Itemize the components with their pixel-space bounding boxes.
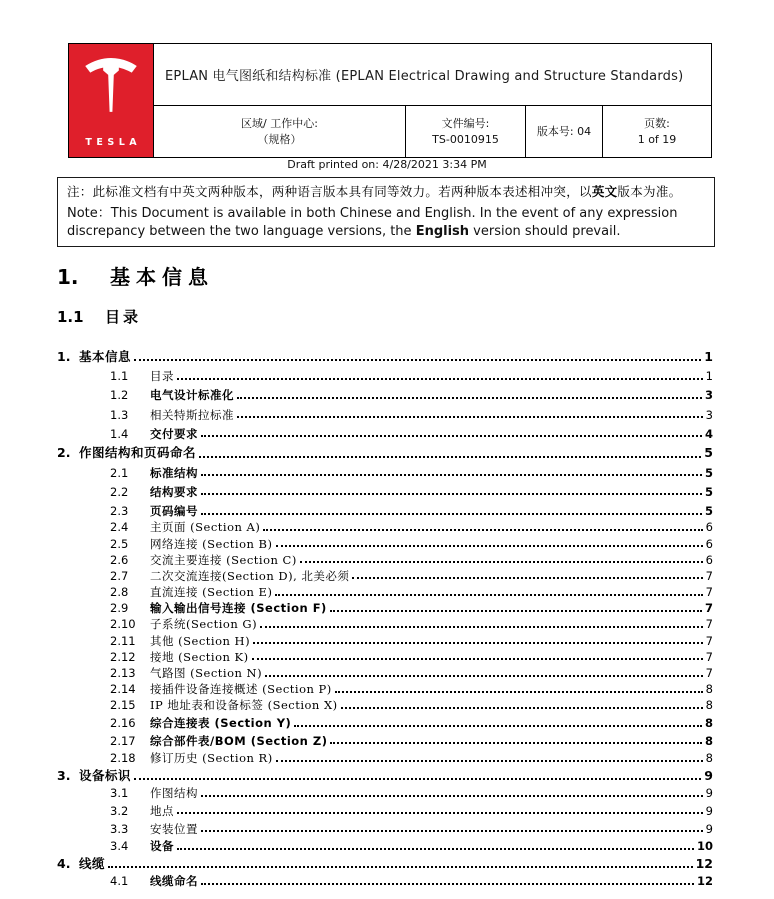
toc-entry[interactable] — [57, 631, 713, 647]
toc-dot-leader — [201, 830, 703, 832]
toc-entry-title: 线缆 — [79, 855, 106, 871]
toc-entry[interactable] — [57, 647, 713, 663]
toc-entry[interactable] — [57, 680, 713, 696]
toc-entry[interactable] — [57, 835, 713, 853]
toc-entry-page: 1 — [704, 348, 713, 364]
toc-dot-leader — [253, 642, 703, 644]
region-value: （规格） — [257, 132, 302, 146]
toc-entry-page: 12 — [696, 874, 713, 889]
toc-entry-number: 4.1 — [110, 874, 129, 889]
note-english — [67, 205, 705, 241]
note-cn-tail: 版本为准。 — [617, 184, 682, 199]
toc-entry-title: 综合连接表 (Section Y) — [150, 716, 292, 731]
toc-entry-number: 2.6 — [110, 552, 129, 567]
toc-dot-leader — [330, 610, 702, 612]
toc-dot-leader — [201, 474, 702, 476]
toc-dot-leader — [201, 493, 702, 495]
toc-entry[interactable] — [57, 344, 713, 363]
toc-entry-title: 接地 (Section K) — [150, 649, 249, 664]
language-note-box — [57, 177, 715, 247]
toc-dot-leader — [201, 513, 702, 515]
toc-entry-number: 2.15 — [110, 698, 136, 713]
toc-entry-title: 交付要求 — [150, 426, 198, 441]
toc-entry-page: 9 — [705, 821, 713, 836]
toc-entry-title: 接插件设备连接概述 (Section P) — [150, 682, 332, 697]
toc-entry-title: 电气设计标准化 — [150, 388, 234, 403]
toc-entry-page: 1 — [705, 369, 713, 384]
toc-entry-number: 3.2 — [110, 803, 129, 818]
toc-entry[interactable] — [57, 765, 713, 783]
toc-entry[interactable] — [57, 566, 713, 582]
header-right-block — [153, 44, 711, 157]
toc-entry-number: 1. — [57, 348, 71, 364]
toc-entry-number: 2.1 — [110, 465, 129, 480]
toc-entry-page: 8 — [705, 682, 713, 697]
toc-entry[interactable] — [57, 817, 713, 835]
toc-entry-title: 标准结构 — [150, 465, 198, 480]
document-title: EPLAN 电气图纸和结构标准 (EPLAN Electrical Drawing and Structure Standards) — [154, 44, 711, 106]
toc-entry[interactable] — [57, 747, 713, 765]
toc-entry[interactable] — [57, 730, 713, 748]
header-cell-pages — [602, 106, 711, 157]
toc-entry-title: 主页面 (Section A) — [150, 520, 261, 535]
toc-entry[interactable] — [57, 402, 713, 421]
toc-entry-title: 线缆命名 — [150, 874, 198, 889]
toc-dot-leader — [276, 545, 703, 547]
toc-dot-leader — [177, 378, 703, 380]
tesla-wordmark: TESLA — [85, 136, 142, 148]
toc-dot-leader — [352, 577, 702, 579]
toc-entry-title: 输入输出信号连接 (Section F) — [150, 601, 327, 616]
toc-entry[interactable] — [57, 696, 713, 712]
toc-entry-title: 安装位置 — [150, 821, 198, 836]
header-cell-region — [154, 106, 405, 157]
toc-dot-leader — [108, 866, 693, 868]
toc-entry-page: 12 — [695, 855, 713, 871]
toc-entry-number: 1.3 — [110, 407, 129, 422]
toc-entry-page: 10 — [696, 839, 713, 854]
section-title: 基本信息 — [110, 265, 214, 289]
toc-entry-number: 2.16 — [110, 716, 136, 731]
toc-dot-leader — [134, 359, 701, 361]
toc-entry-page: 4 — [704, 426, 713, 441]
toc-entry-page: 3 — [704, 388, 713, 403]
toc-entry-number: 4. — [57, 855, 71, 871]
toc-dot-leader — [201, 795, 703, 797]
toc-entry-title: 交流主要连接 (Section C) — [150, 552, 297, 567]
subsection-number: 1.1 — [57, 308, 84, 326]
toc-entry-page: 5 — [704, 484, 713, 499]
toc-entry-number: 1.1 — [110, 369, 129, 384]
toc-entry-page: 7 — [705, 568, 713, 583]
toc-entry-number: 2.18 — [110, 751, 136, 766]
toc-entry-number: 2. — [57, 445, 71, 461]
toc-entry-page: 6 — [705, 536, 713, 551]
toc-dot-leader — [341, 707, 703, 709]
toc-entry[interactable] — [57, 479, 713, 498]
toc-entry-page: 9 — [705, 803, 713, 818]
toc-entry-title: 设备标识 — [79, 767, 132, 783]
toc-entry-number: 2.2 — [110, 484, 129, 499]
toc-entry[interactable] — [57, 534, 713, 550]
toc-entry-number: 3.3 — [110, 821, 129, 836]
toc-dot-leader — [260, 626, 703, 628]
toc-dot-leader — [300, 561, 703, 563]
toc-entry-title: 气路图 (Section N) — [150, 666, 263, 681]
toc-entry[interactable] — [57, 782, 713, 800]
region-label: 区域/ 工作中心: — [241, 116, 318, 130]
toc-dot-leader — [199, 456, 701, 458]
toc-entry-title: 综合部件表/BOM (Section Z) — [150, 733, 328, 748]
subsection-title: 目录 — [105, 308, 142, 326]
toc-entry[interactable] — [57, 421, 713, 440]
note-en-text: Note：This Document is available in both Chinese and English. In the event of any expression discrepancy between the two language versions, the — [67, 206, 678, 239]
toc-entry-title: 其他 (Section H) — [150, 633, 251, 648]
toc-entry-page: 8 — [704, 716, 713, 731]
toc-entry-title: 网络连接 (Section B) — [150, 536, 273, 551]
toc-dot-leader — [265, 675, 703, 677]
toc-entry-number: 3.1 — [110, 786, 129, 801]
toc-entry[interactable] — [57, 615, 713, 631]
toc-entry-number: 2.8 — [110, 585, 129, 600]
toc-entry-number: 2.12 — [110, 649, 136, 664]
toc-entry-page: 7 — [705, 585, 713, 600]
table-of-contents — [57, 344, 713, 888]
toc-entry-title: 直流连接 (Section E) — [150, 585, 273, 600]
toc-entry-page: 7 — [705, 633, 713, 648]
doc-number-label: 文件编号: — [441, 116, 490, 130]
toc-entry-number: 2.17 — [110, 733, 136, 748]
toc-entry-title: 目录 — [150, 369, 174, 384]
subsection-heading — [57, 308, 141, 326]
toc-entry-page: 7 — [704, 601, 713, 616]
toc-dot-leader — [294, 725, 702, 727]
toc-entry-number: 2.14 — [110, 682, 136, 697]
toc-dot-leader — [275, 594, 702, 596]
toc-entry-title: 设备 — [150, 839, 174, 854]
toc-entry-number: 2.9 — [110, 601, 129, 616]
toc-dot-leader — [237, 397, 702, 399]
toc-entry[interactable] — [57, 853, 713, 871]
toc-entry-number: 2.11 — [110, 633, 136, 648]
toc-entry-title: 作图结构和页码命名 — [79, 445, 197, 461]
pages-label: 页数: — [644, 116, 670, 130]
toc-entry-page: 7 — [705, 649, 713, 664]
toc-entry-number: 3. — [57, 767, 71, 783]
toc-entry-page: 8 — [705, 698, 713, 713]
note-cn-bold: 英文 — [591, 184, 618, 199]
toc-dot-leader — [177, 812, 703, 814]
toc-entry-page: 5 — [704, 504, 713, 519]
note-cn-text: 注：此标准文档有中英文两种版本，两种语言版本具有同等效力。若两种版本表述相冲突，以 — [67, 184, 592, 199]
toc-dot-leader — [330, 742, 702, 744]
toc-dot-leader — [134, 778, 701, 780]
toc-dot-leader — [201, 435, 702, 437]
toc-entry[interactable] — [57, 383, 713, 402]
toc-dot-leader — [201, 883, 694, 885]
toc-entry-number: 2.7 — [110, 568, 129, 583]
toc-entry[interactable] — [57, 363, 713, 382]
header-info-row — [154, 106, 711, 157]
toc-entry-page: 3 — [705, 407, 713, 422]
toc-entry-title: 子系统(Section G) — [150, 617, 258, 632]
toc-dot-leader — [177, 848, 694, 850]
toc-entry-title: 结构要求 — [150, 484, 198, 499]
note-en-tail: version should prevail. — [469, 224, 621, 239]
toc-entry[interactable] — [57, 800, 713, 818]
toc-entry-title: 二次交流连接(Section D), 北美必须 — [150, 568, 350, 583]
header-cell-version — [525, 106, 602, 157]
toc-dot-leader — [237, 416, 703, 418]
header-cell-doc-number — [405, 106, 525, 157]
toc-entry-title: IP 地址表和设备标签 (Section X) — [150, 698, 338, 713]
section-number: 1. — [57, 265, 79, 289]
toc-entry-page: 7 — [705, 617, 713, 632]
toc-entry-title: 相关特斯拉标准 — [150, 407, 234, 422]
doc-number-value: TS-0010915 — [432, 132, 499, 146]
toc-entry-page: 6 — [705, 552, 713, 567]
toc-entry-number: 1.2 — [110, 388, 129, 403]
toc-entry-number: 1.4 — [110, 426, 129, 441]
tesla-logo — [69, 44, 153, 157]
toc-dot-leader — [263, 529, 702, 531]
toc-entry-number: 2.3 — [110, 504, 129, 519]
toc-entry-page: 8 — [704, 733, 713, 748]
toc-entry[interactable] — [57, 599, 713, 615]
draft-printed-line: Draft printed on: 4/28/2021 3:34 PM — [287, 158, 487, 171]
toc-entry[interactable] — [57, 550, 713, 566]
toc-entry-page: 7 — [705, 666, 713, 681]
toc-entry[interactable] — [57, 498, 713, 517]
document-header-table — [68, 43, 712, 158]
tesla-t-icon — [83, 53, 139, 117]
toc-entry[interactable] — [57, 518, 713, 534]
toc-entry[interactable] — [57, 440, 713, 459]
toc-entry[interactable] — [57, 663, 713, 679]
toc-entry-number: 3.4 — [110, 839, 129, 854]
toc-entry-number: 2.5 — [110, 536, 129, 551]
toc-dot-leader — [252, 658, 703, 660]
toc-dot-leader — [335, 691, 703, 693]
toc-entry-page: 5 — [704, 445, 713, 461]
toc-entry-page: 9 — [705, 786, 713, 801]
toc-entry[interactable] — [57, 712, 713, 730]
toc-entry-title: 页码编号 — [150, 504, 198, 519]
toc-entry[interactable] — [57, 460, 713, 479]
toc-entry-title: 修订历史 (Section R) — [150, 751, 273, 766]
toc-entry[interactable] — [57, 870, 713, 888]
toc-entry-number: 2.4 — [110, 520, 129, 535]
toc-entry-number: 2.13 — [110, 666, 136, 681]
note-en-bold: English — [415, 224, 470, 239]
toc-entry-page: 9 — [704, 767, 713, 783]
toc-entry-page: 5 — [704, 465, 713, 480]
toc-entry-page: 6 — [705, 520, 713, 535]
toc-entry-title: 地点 — [150, 803, 174, 818]
toc-entry-page: 8 — [705, 751, 713, 766]
toc-entry-number: 2.10 — [110, 617, 136, 632]
section-heading — [57, 265, 214, 289]
toc-entry-title: 基本信息 — [79, 348, 132, 364]
toc-entry[interactable] — [57, 582, 713, 598]
pages-value: 1 of 19 — [637, 132, 677, 146]
note-chinese — [67, 183, 705, 200]
version-value: 版本号: 04 — [536, 124, 592, 138]
toc-entry-title: 作图结构 — [150, 786, 198, 801]
toc-dot-leader — [276, 760, 703, 762]
